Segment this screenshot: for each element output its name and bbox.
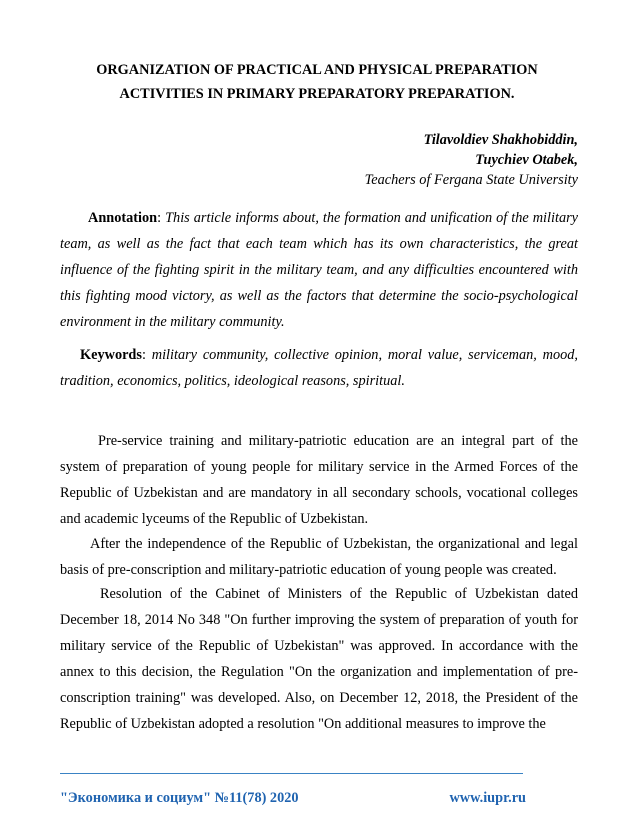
paper-title-line-2: ACTIVITIES IN PRIMARY PREPARATORY PREPARATION. <box>119 86 515 102</box>
footer-journal: "Экономика и социум" №11(78) 2020 <box>60 790 299 806</box>
author-name-1: Tilavoldiev Shakhobiddin, <box>423 132 578 148</box>
body-paragraph-3: Resolution of the Cabinet of Ministers of the Republic of Uzbekistan dated December 18, 2014 No 348 "On further improving the system of preparation of youth for military service of the Republic of Uzbekistan" was approved. In accordance with the annex to this decision, the Regulation "On the organization and implementation of pre-conscription training" was developed. Also, on December 12, 2018, the President of the Republic of Uzbekistan adopted a resolution "On additional measures to improve the <box>60 586 578 732</box>
body-paragraph-2: After the independence of the Republic of Uzbekistan, the organizational and legal basis of pre-conscription and military-patriotic education of young people was created. <box>60 536 578 578</box>
keywords-paragraph <box>60 342 578 394</box>
annotation-label: Annotation <box>88 210 158 226</box>
body-paragraph-1: Pre-service training and military-patriotic education are an integral part of the system of preparation of young people for military service in the Armed Forces of the Republic of Uzbekistan and are mandatory in all secondary schools, vocational colleges and academic lyceums of the Republic of Uzbekistan. <box>60 433 578 527</box>
footer-website-link[interactable]: www.iupr.ru <box>449 790 526 806</box>
author-affiliation: Teachers of Fergana State University <box>364 172 578 188</box>
paper-title <box>60 58 574 106</box>
author-name-2: Tuychiev Otabek, <box>475 152 578 168</box>
annotation-paragraph <box>60 205 578 335</box>
author-block <box>365 130 578 190</box>
paper-title-line-1: ORGANIZATION OF PRACTICAL AND PHYSICAL PREPARATION <box>96 62 538 78</box>
keywords-label: Keywords <box>80 347 142 363</box>
footer-divider <box>60 773 523 774</box>
keywords-text: military community, collective opinion, moral value, serviceman, mood, tradition, economics, politics, ideological reasons, spiritual. <box>60 347 579 389</box>
annotation-text: This article informs about, the formation and unification of the military team, as well as the fact that each team which has its own characteristics, the great influence of the fighting spirit in the military team, and any difficulties encountered with this fighting mood victory, as well as the factors that determine the socio-psychological environment in the military community. <box>60 210 579 330</box>
keywords-separator: : <box>141 347 152 363</box>
annotation-separator: : <box>157 210 166 226</box>
